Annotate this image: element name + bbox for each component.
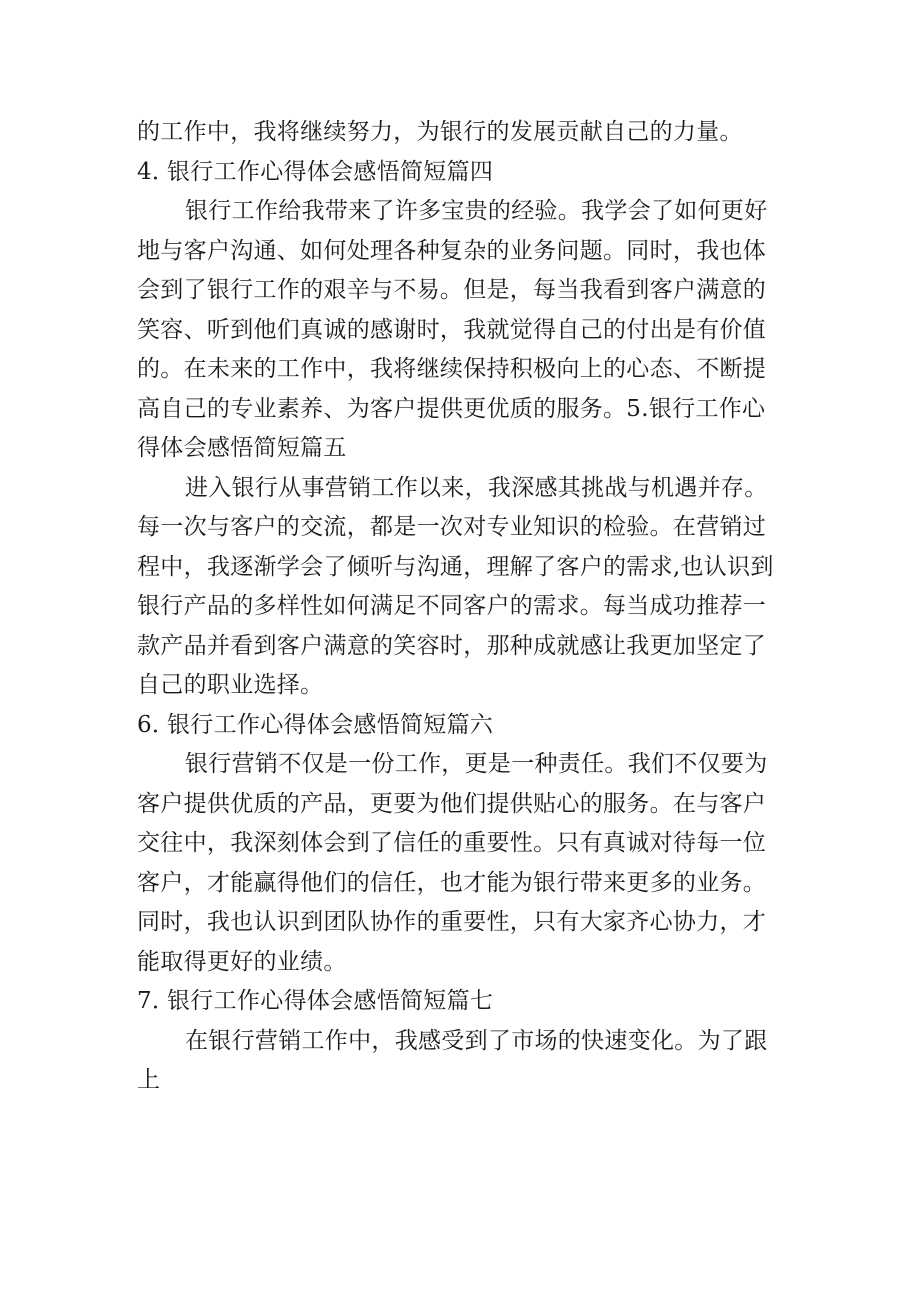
section-4-heading xyxy=(137,153,785,193)
section-6-number: 6． xyxy=(137,711,176,738)
section-7-paragraph: 在银行营销工作中，我感受到了市场的快速变化。为了跟上 xyxy=(137,1027,768,1093)
section-7-heading xyxy=(137,982,785,1022)
section-7-number: 7． xyxy=(137,988,176,1014)
section-7-title: 银行工作心得体会感悟简短篇七 xyxy=(167,988,494,1014)
section-4-number: 4． xyxy=(137,158,176,185)
section-6-title: 银行工作心得体会感悟简短篇六 xyxy=(167,711,494,738)
section-6-heading xyxy=(137,706,785,746)
section-4-title: 银行工作心得体会感悟简短篇四 xyxy=(167,158,494,185)
document-body xyxy=(137,113,785,1101)
section-4-paragraph: 银行工作给我带来了许多宝贵的经验。我学会了如何更好地与客户沟通、如何处理各种复杂的业务问题。同时，我也体会到了银行工作的艰辛与不易。但是，每当我看到客户满意的笑容、听到他们真诚的感谢时，我就觉得自己的付出是有价值的。在未来的工作中，我将继续保持积极向上的心态、不断提高自己的专业素养、为客户提供更优质的服务。5.银行工作心得体会感悟简短篇五 xyxy=(137,198,768,461)
section-5-paragraph: 进入银行从事营销工作以来，我深感其挑战与机遇并存。每一次与客户的交流，都是一次对专业知识的检验。在营销过程中，我逐渐学会了倾听与沟通，理解了客户的需求,也认识到银行产品的多样性如何满足不同客户的需求。每当成功推荐一款产品并看到客户满意的笑容时，那种成就感让我更加坚定了自己的职业选择。 xyxy=(137,474,774,698)
continuation-paragraph: 的工作中，我将继续努力，为银行的发展贡献自己的力量。 xyxy=(137,119,743,145)
section-6-paragraph: 银行营销不仅是一份工作，更是一种责任。我们不仅要为客户提供优质的产品，更要为他们提供贴心的服务。在与客户交往中，我深刻体会到了信任的重要性。只有真诚对待每一位客户，才能赢得他们的信任，也才能为银行带来更多的业务。同时，我也认识到团队协作的重要性，只有大家齐心协力，才能取得更好的业绩。 xyxy=(137,751,768,975)
